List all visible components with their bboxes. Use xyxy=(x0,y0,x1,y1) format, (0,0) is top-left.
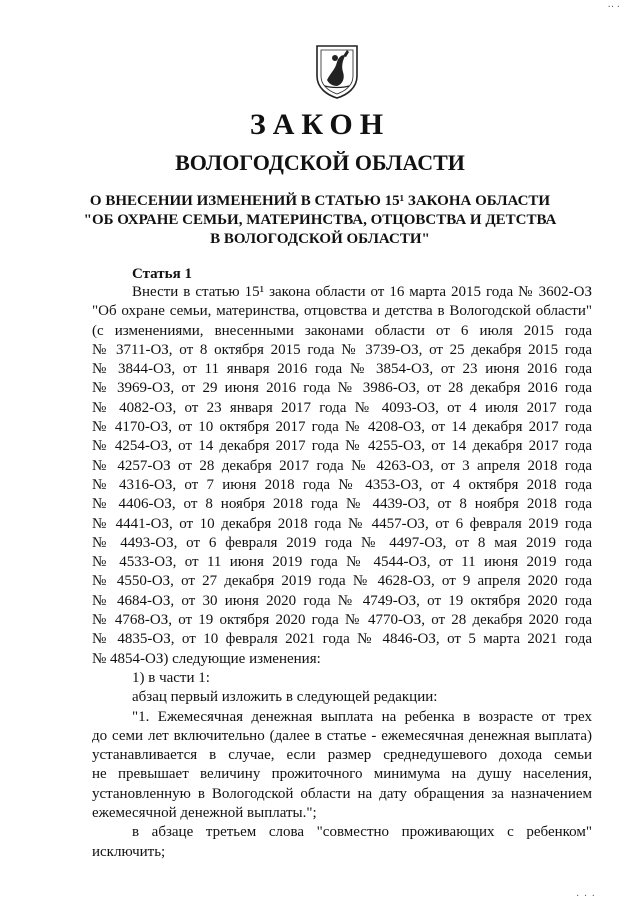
body-line: № 4854-ОЗ) следующие изменения: xyxy=(92,650,321,667)
body-line: № 4533-ОЗ, от 11 июня 2019 года № 4544-ОЗ, от 11 июня 2019 года xyxy=(92,554,592,571)
body-line: № 3844-ОЗ, от 11 января 2016 года № 3854-ОЗ, от 23 июня 2016 года xyxy=(92,361,592,378)
body-line: "1. Ежемесячная денежная выплата на ребенка в возрасте от трех xyxy=(132,708,592,725)
law-heading xyxy=(60,192,580,249)
body-line: № 4835-ОЗ, от 10 февраля 2021 года № 4846-ОЗ, от 5 марта 2021 года xyxy=(92,631,592,648)
article-body xyxy=(92,283,592,862)
body-line: абзац первый изложить в следующей редакции: xyxy=(132,689,438,706)
body-line: № 3711-ОЗ, от 8 октября 2015 года № 3739-ОЗ, от 25 декабря 2015 года xyxy=(92,341,592,358)
body-line: № 3969-ОЗ, от 29 июня 2016 года № 3986-ОЗ, от 28 декабря 2016 года xyxy=(92,380,592,397)
body-line: № 4254-ОЗ, от 14 декабря 2017 года № 4255-ОЗ, от 14 декабря 2017 года xyxy=(92,438,592,455)
document-subtitle: ВОЛОГОДСКОЙ ОБЛАСТИ xyxy=(175,150,465,175)
body-line: установленную в Вологодской области на дату обращения за назначением xyxy=(92,785,592,802)
body-line: № 4257-ОЗ от 28 декабря 2017 года № 4263-ОЗ, от 3 апреля 2018 года xyxy=(92,457,592,474)
article-title: Статья 1 xyxy=(132,266,192,282)
body-line: 1) в части 1: xyxy=(132,669,210,686)
body-line: (с изменениями, внесенными законами области от 6 июля 2015 года xyxy=(92,322,592,339)
body-line: № 4316-ОЗ, от 7 июня 2018 года № 4353-ОЗ, от 4 октября 2018 года xyxy=(92,476,592,493)
corner-mark: ·· · xyxy=(607,2,620,13)
body-line: № 4493-ОЗ, от 6 февраля 2019 года № 4497-ОЗ, от 8 мая 2019 года xyxy=(92,534,592,551)
body-line: № 4082-ОЗ, от 23 января 2017 года № 4093-ОЗ, от 4 июля 2017 года xyxy=(92,399,592,416)
body-line: № 4550-ОЗ, от 27 декабря 2019 года № 4628-ОЗ, от 9 апреля 2020 года xyxy=(92,573,592,590)
body-line: № 4406-ОЗ, от 8 ноября 2018 года № 4439-ОЗ, от 8 ноября 2018 года xyxy=(92,496,592,513)
body-line: № 4441-ОЗ, от 10 декабря 2018 года № 4457-ОЗ, от 6 февраля 2019 года xyxy=(92,515,592,532)
body-line: в абзаце третьем слова "совместно проживающих с ребенком" xyxy=(132,824,592,841)
body-line: не превышает величину прожиточного минимума на душу населения, xyxy=(92,766,592,783)
body-line: устанавливается в случае, если размер среднедушевого дохода семьи xyxy=(92,747,592,764)
body-line: № 4768-ОЗ, от 19 октября 2020 года № 4770-ОЗ, от 28 декабря 2020 года xyxy=(92,612,592,629)
body-line: Внести в статью 15¹ закона области от 16 марта 2015 года № 3602-ОЗ xyxy=(132,284,592,300)
body-line: "Об охране семьи, материнства, отцовства и детства в Вологодской области" xyxy=(92,303,592,320)
body-line: исключить; xyxy=(92,843,166,860)
body-line: № 4170-ОЗ, от 10 октября 2017 года № 4208-ОЗ, от 14 декабря 2017 года xyxy=(92,419,592,436)
document-title: ЗАКОН xyxy=(249,108,391,141)
body-line: до семи лет включительно (далее в статье - ежемесячная денежная выплата) xyxy=(92,727,592,744)
heading-line: В ВОЛОГОДСКОЙ ОБЛАСТИ" xyxy=(210,231,430,247)
body-line: ежемесячной денежной выплаты."; xyxy=(92,805,317,822)
body-line: № 4684-ОЗ, от 30 июня 2020 года № 4749-ОЗ, от 19 октября 2020 года xyxy=(92,592,592,609)
heading-line: "ОБ ОХРАНЕ СЕМЬИ, МАТЕРИНСТВА, ОТЦОВСТВА И ДЕТСТВА xyxy=(83,212,557,228)
page-footer-mark: · · · xyxy=(576,891,596,902)
coat-of-arms-icon xyxy=(313,42,361,100)
heading-line: О ВНЕСЕНИИ ИЗМЕНЕНИЙ В СТАТЬЮ 15¹ ЗАКОНА ОБЛАСТИ xyxy=(89,193,551,209)
